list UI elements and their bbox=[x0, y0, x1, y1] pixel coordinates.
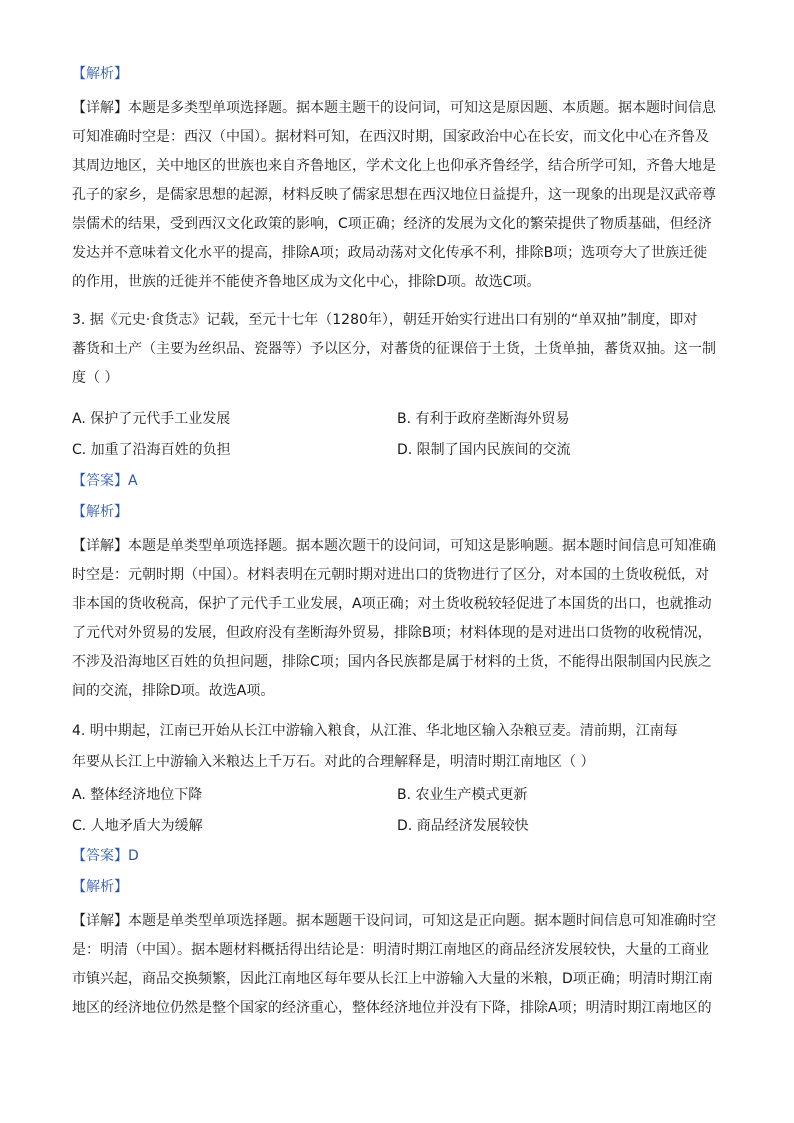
detail-line: 其周边地区，关中地区的世族也来自齐鲁地区，学术文化上也仰承齐鲁经学，结合所学可知，齐鲁大地是 bbox=[72, 158, 716, 174]
detail-line: 地区的经济地位仍然是整个国家的经济重心，整体经济地位并没有下降，排除A项；明清时期江南地区的 bbox=[72, 1000, 712, 1016]
answer-label: 【答案】D bbox=[72, 848, 139, 864]
question-stem-line: 蕃货和土产（主要为丝织品、瓷器等）予以区分，对蕃货的征课倍于土货，土货单抽，蕃货双抽。这一制 bbox=[72, 341, 716, 357]
detail-line: 崇儒术的结果，受到西汉文化政策的影响，C项正确；经济的发展为文化的繁荣提供了物质基础，但经济 bbox=[72, 216, 712, 232]
detail-line: 间的交流，排除D项。故选A项。 bbox=[72, 683, 275, 699]
analysis-heading: 【解析】 bbox=[72, 66, 128, 82]
option-c: C. 加重了沿海百姓的负担 bbox=[72, 442, 231, 458]
detail-line: 发达并不意味着文化水平的提高，排除A项；政局动荡对文化传承不利，排除B项；选项夸大了世族迁徙 bbox=[72, 245, 708, 261]
option-c: C. 人地矛盾大为缓解 bbox=[72, 818, 203, 834]
detail-line: 的作用，世族的迁徙并不能使齐鲁地区成为文化中心，排除D项。故选C项。 bbox=[72, 274, 541, 290]
question-stem-line: 3. 据《元史·食货志》记载，至元十七年（1280年），朝廷开始实行进出口有别的“单双抽”制度，即对 bbox=[72, 312, 698, 328]
option-b: B. 有利于政府垄断海外贸易 bbox=[397, 411, 570, 427]
detail-line: 【详解】本题是多类型单项选择题。据本题主题干的设问词，可知这是原因题、本质题。据本题时间信息 bbox=[72, 100, 716, 116]
option-a: A. 整体经济地位下降 bbox=[72, 787, 203, 803]
detail-line: 是：明清（中国）。据本题材料概括得出结论是：明清时期江南地区的商品经济发展较快，大量的工商业 bbox=[72, 942, 709, 958]
analysis-heading: 【解析】 bbox=[72, 504, 128, 520]
option-d: D. 限制了国内民族间的交流 bbox=[397, 442, 571, 458]
detail-line: 【详解】本题是单类型单项选择题。据本题次题干的设问词，可知这是影响题。据本题时间信息可知准确 bbox=[72, 538, 716, 554]
detail-line: 了元代对外贸易的发展，但政府没有垄断海外贸易，排除B项；材料体现的是对进出口货物的收税情况， bbox=[72, 625, 712, 641]
detail-line: 可知准确时空是：西汉（中国）。据材料可知，在西汉时期，国家政治中心在长安，而文化中心在齐鲁及 bbox=[72, 129, 709, 145]
detail-line: 市镇兴起，商品交换频繁，因此江南地区每年要从长江上中游输入大量的米粮，D项正确；明清时期江南 bbox=[72, 971, 713, 987]
detail-line: 非本国的货收税高，保护了元代手工业发展，A项正确；对土货收税较轻促进了本国货的出口，也就推动 bbox=[72, 596, 712, 612]
question-stem-line: 度（ ） bbox=[72, 370, 119, 386]
option-d: D. 商品经济发展较快 bbox=[397, 818, 529, 834]
question-stem-line: 4. 明中期起，江南已开始从长江中游输入粮食，从江淮、华北地区输入杂粮豆麦。清前期，江南每 bbox=[72, 723, 678, 739]
detail-line: 时空是：元朝时期（中国）。材料表明在元朝时期对进出口的货物进行了区分，对本国的土货收税低，对 bbox=[72, 567, 709, 583]
detail-line: 【详解】本题是单类型单项选择题。据本题题干设问词，可知这是正向题。据本题时间信息可知准确时空 bbox=[72, 913, 716, 929]
answer-label: 【答案】A bbox=[72, 473, 138, 489]
analysis-heading: 【解析】 bbox=[72, 879, 128, 895]
detail-line: 不涉及沿海地区百姓的负担问题，排除C项；国内各民族都是属于材料的土货，不能得出限制国内民族之 bbox=[72, 654, 712, 670]
option-b: B. 农业生产模式更新 bbox=[397, 787, 528, 803]
detail-line: 孔子的家乡，是儒家思想的起源，材料反映了儒家思想在西汉地位日益提升，这一现象的出现是汉武帝尊 bbox=[72, 187, 716, 203]
option-a: A. 保护了元代手工业发展 bbox=[72, 411, 231, 427]
question-stem-line: 年要从长江上中游输入米粮达上千万石。对此的合理解释是，明清时期江南地区（ ） bbox=[72, 754, 595, 770]
